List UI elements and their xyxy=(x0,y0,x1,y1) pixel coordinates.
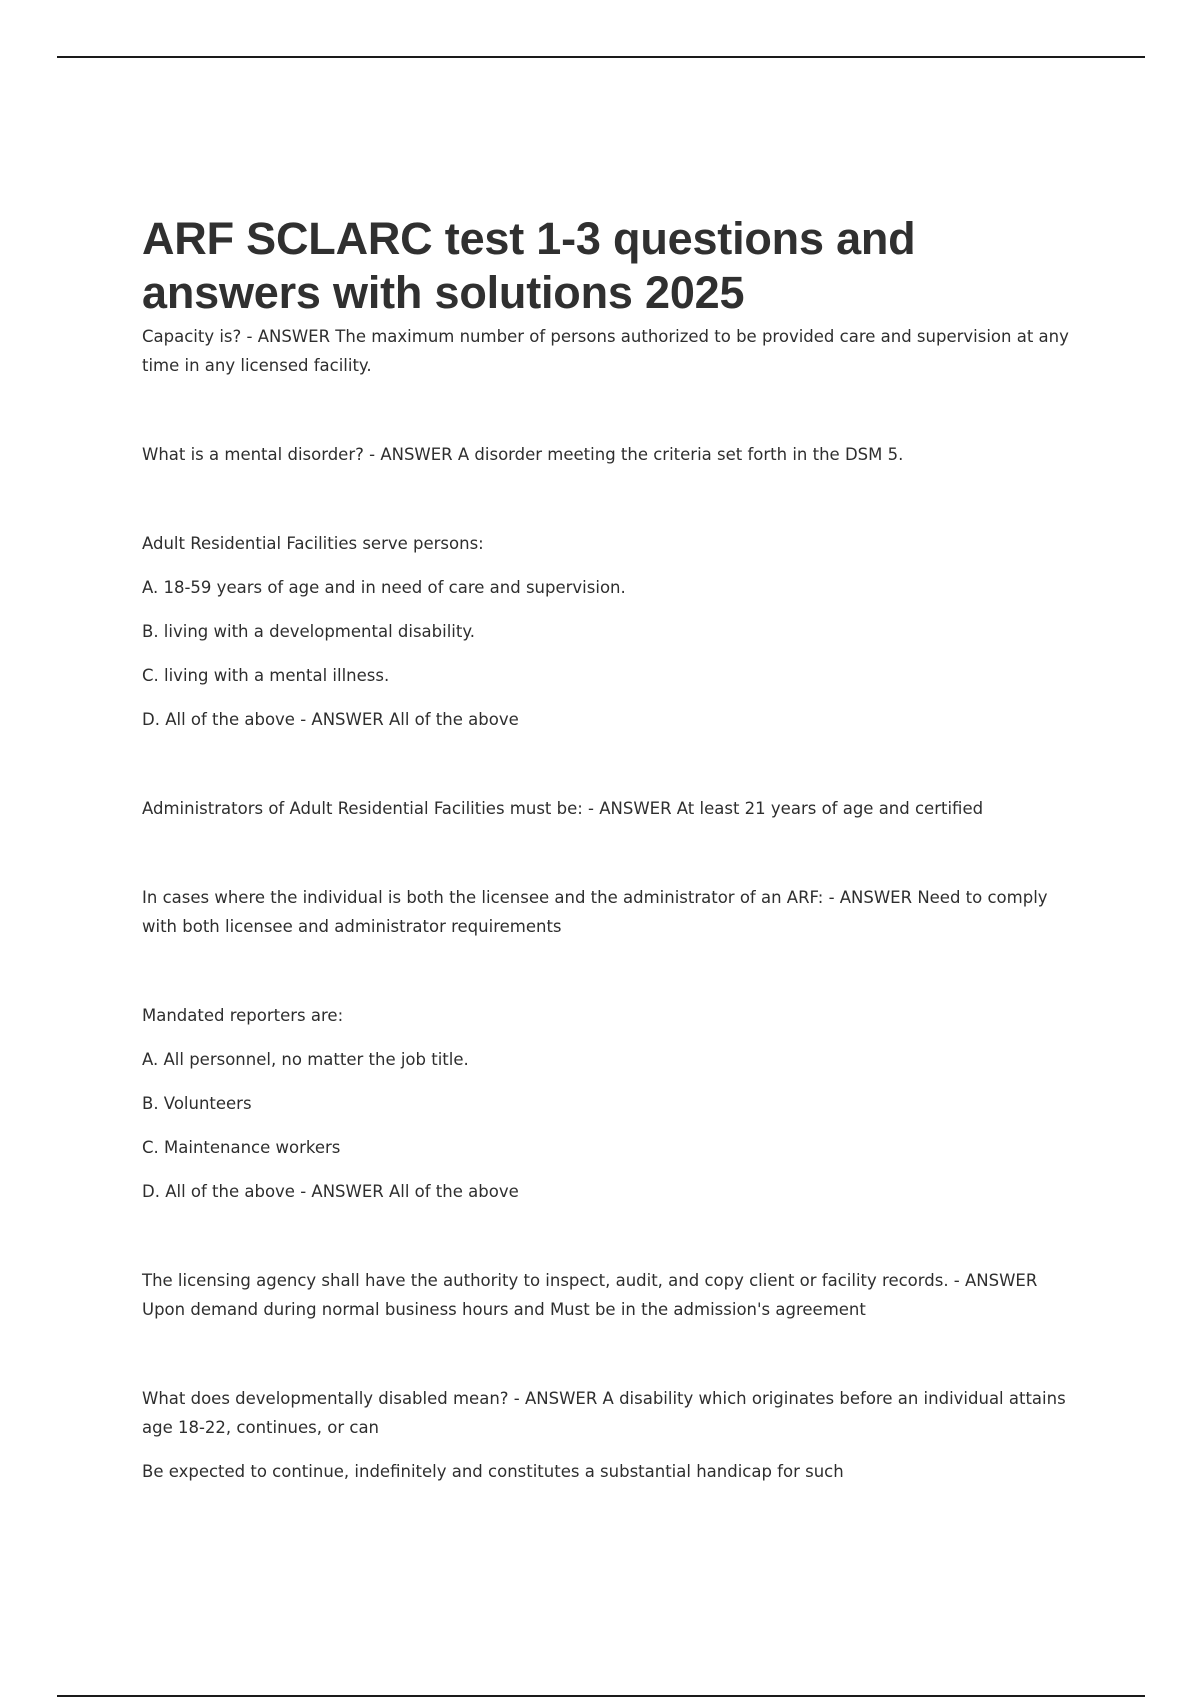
answer-option: D. All of the above - ANSWER All of the above xyxy=(142,1182,519,1201)
document-title: ARF SCLARC test 1-3 questions and answers with solutions 2025 xyxy=(142,213,916,318)
answer-option: B. living with a developmental disability. xyxy=(142,622,476,641)
answer-option: A. 18-59 years of age and in need of care and supervision. xyxy=(142,578,626,597)
answer-option: B. Volunteers xyxy=(142,1094,252,1113)
question-text: Mandated reporters are: xyxy=(142,1006,344,1025)
continuation-text: Be expected to continue, indefinitely and constitutes a substantial handicap for such xyxy=(142,1462,844,1481)
footer-rule xyxy=(57,1695,1145,1697)
qa-list xyxy=(142,322,1082,1486)
qa-text: Capacity is? - ANSWER The maximum number of persons authorized to be provided care and supervision at any time in any licensed facility. xyxy=(142,327,1069,375)
answer-option: A. All personnel, no matter the job title. xyxy=(142,1050,469,1069)
question-text: Adult Residential Facilities serve persons: xyxy=(142,534,484,553)
answer-option: D. All of the above - ANSWER All of the above xyxy=(142,710,519,729)
question-text: What does developmentally disabled mean? - ANSWER A disability which originates before an individual attains age 18-22, continues, or can xyxy=(142,1389,1066,1437)
header-rule xyxy=(57,56,1145,58)
qa-item xyxy=(142,794,1082,823)
qa-item xyxy=(142,1384,1082,1486)
answer-option: C. Maintenance workers xyxy=(142,1138,341,1157)
qa-item xyxy=(142,322,1082,380)
qa-text: What is a mental disorder? - ANSWER A disorder meeting the criteria set forth in the DSM 5. xyxy=(142,445,904,464)
qa-item xyxy=(142,440,1082,469)
qa-item xyxy=(142,529,1082,734)
qa-item xyxy=(142,883,1082,941)
qa-text: In cases where the individual is both the licensee and the administrator of an ARF: - ANSWER Need to comply with both licensee and administrator requirements xyxy=(142,888,1048,936)
qa-text: The licensing agency shall have the authority to inspect, audit, and copy client or facility records. - ANSWER Upon demand during normal business hours and Must be in the admission's agreement xyxy=(142,1271,1038,1319)
qa-item xyxy=(142,1001,1082,1206)
qa-text: Administrators of Adult Residential Facilities must be: - ANSWER At least 21 years of age and certified xyxy=(142,799,984,818)
qa-item xyxy=(142,1266,1082,1324)
answer-option: C. living with a mental illness. xyxy=(142,666,390,685)
document-content xyxy=(142,212,1082,1486)
